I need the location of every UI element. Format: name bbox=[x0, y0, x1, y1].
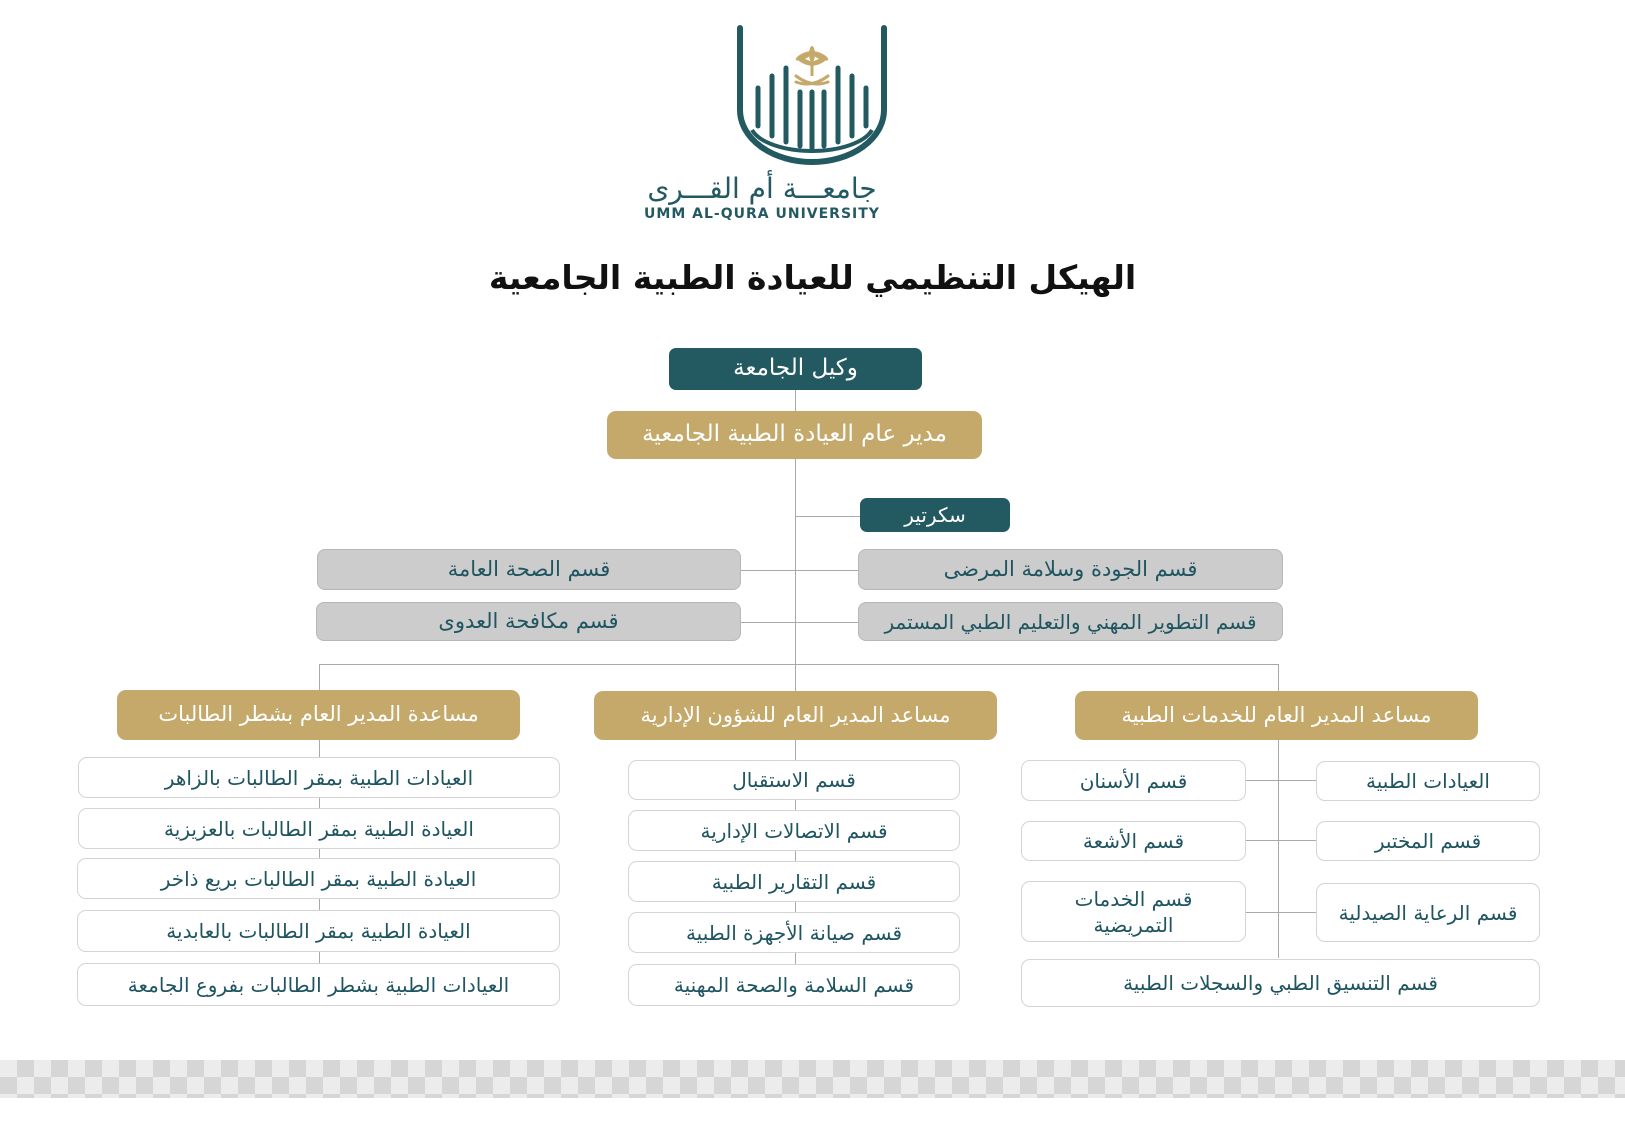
decorative-footer-pattern bbox=[0, 1060, 1625, 1098]
connector-clinics bbox=[1279, 780, 1317, 781]
unit-admin-equipment-maintenance: قسم صيانة الأجهزة الطبية bbox=[628, 912, 960, 953]
unit-female-branches: العيادات الطبية بشطر الطالبات بفروع الجامعة bbox=[77, 963, 560, 1006]
university-logo-emblem bbox=[712, 18, 912, 168]
node-quality-patient-safety: قسم الجودة وسلامة المرضى bbox=[858, 549, 1283, 590]
unit-female-rea-zakher: العيادة الطبية بمقر الطالبات بريع ذاخر bbox=[77, 858, 560, 899]
node-secretary: سكرتير bbox=[860, 498, 1010, 532]
unit-medical-pharmacy: قسم الرعاية الصيدلية bbox=[1316, 883, 1540, 942]
unit-medical-coordination-records: قسم التنسيق الطبي والسجلات الطبية bbox=[1021, 959, 1540, 1007]
connector-lab bbox=[1279, 840, 1317, 841]
unit-medical-lab: قسم المختبر bbox=[1316, 821, 1540, 861]
node-general-director: مدير عام العيادة الطبية الجامعية bbox=[607, 411, 982, 459]
logo-arabic-name: جامعـــة أم القـــرى bbox=[647, 172, 877, 205]
connector-secretary bbox=[795, 516, 861, 517]
node-public-health: قسم الصحة العامة bbox=[317, 549, 741, 590]
unit-medical-nursing: قسم الخدمات التمريضية bbox=[1021, 881, 1246, 942]
unit-medical-dental: قسم الأسنان bbox=[1021, 760, 1246, 801]
connector-development bbox=[796, 622, 861, 623]
connector-pharmacy bbox=[1279, 912, 1317, 913]
unit-female-aziziyah: العيادة الطبية بمقر الطالبات بالعزيزية bbox=[78, 808, 560, 849]
unit-admin-occupational-safety: قسم السلامة والصحة المهنية bbox=[628, 964, 960, 1006]
node-assistant-admin-affairs: مساعد المدير العام للشؤون الإدارية bbox=[594, 691, 997, 740]
node-vice-president: وكيل الجامعة bbox=[669, 348, 922, 390]
page-title: الهيكل التنظيمي للعيادة الطبية الجامعية bbox=[488, 258, 1137, 297]
node-assistant-medical-services: مساعد المدير العام للخدمات الطبية bbox=[1075, 691, 1478, 740]
node-professional-development: قسم التطوير المهني والتعليم الطبي المستمر bbox=[858, 602, 1283, 641]
connector-medical-drop bbox=[1278, 664, 1279, 694]
connector-nursing bbox=[1245, 912, 1278, 913]
unit-medical-clinics: العيادات الطبية bbox=[1316, 761, 1540, 801]
unit-admin-medical-reports: قسم التقارير الطبية bbox=[628, 861, 960, 902]
unit-female-zaher: العيادات الطبية بمقر الطالبات بالزاهر bbox=[78, 757, 560, 798]
connector-public-health bbox=[740, 570, 795, 571]
unit-female-abidiyah: العيادة الطبية بمقر الطالبات بالعابدية bbox=[77, 910, 560, 952]
unit-admin-reception: قسم الاستقبال bbox=[628, 760, 960, 800]
connector-radiology bbox=[1245, 840, 1278, 841]
node-assistant-female-section: مساعدة المدير العام بشطر الطالبات bbox=[117, 690, 520, 740]
connector-dental bbox=[1245, 780, 1278, 781]
connector-infection-control bbox=[740, 622, 795, 623]
connector-medical-trunk bbox=[1278, 740, 1279, 958]
logo-english-name: UMM AL-QURA UNIVERSITY bbox=[644, 206, 880, 222]
connector-quality bbox=[796, 570, 861, 571]
connector-assistants-bar bbox=[319, 664, 1279, 665]
unit-medical-radiology: قسم الأشعة bbox=[1021, 821, 1246, 861]
node-infection-control: قسم مكافحة العدوى bbox=[316, 602, 741, 641]
unit-admin-communications: قسم الاتصالات الإدارية bbox=[628, 810, 960, 851]
